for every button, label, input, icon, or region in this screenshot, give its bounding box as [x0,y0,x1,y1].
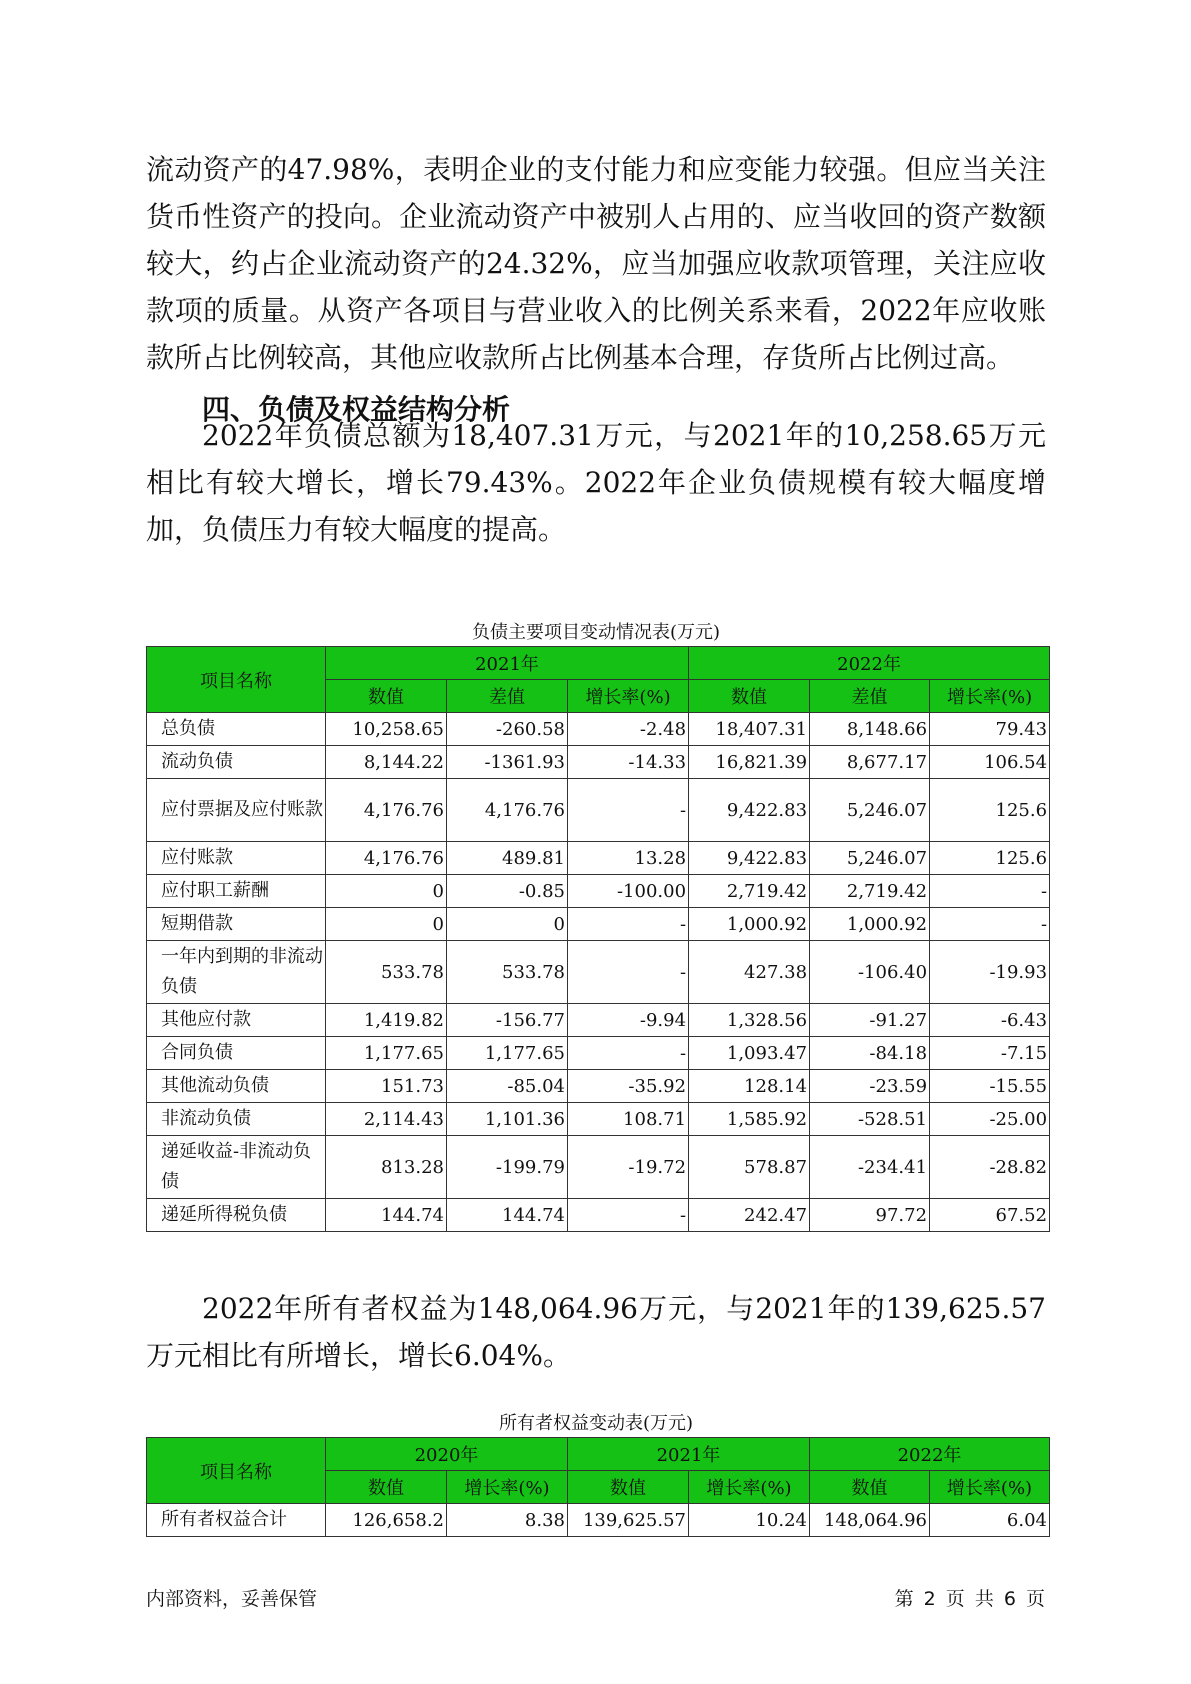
cell-diff-2021: -199.79 [447,1136,568,1199]
cell-rate-2022: -25.00 [930,1103,1050,1136]
cell-value-2021: 10,258.65 [326,713,447,746]
cell-rate-2022: -15.55 [930,1070,1050,1103]
cell-value-2022: 128.14 [689,1070,810,1103]
cell-rate-2022: 106.54 [930,746,1050,779]
header-rate: 增长率(%) [447,1471,568,1504]
cell-rate-2021: - [568,1199,689,1232]
table1-caption: 负债主要项目变动情况表(万元) [471,622,721,643]
header-value: 数值 [568,1471,689,1504]
table-row [147,1070,1050,1103]
section-heading: 四、负债及权益结构分析 [202,393,511,426]
row-label: 一年内到期的非流动负债 [147,941,326,1004]
liabilities-table [146,646,1050,1232]
cell-value-2021: 8,144.22 [326,746,447,779]
header-item-name: 项目名称 [147,647,326,713]
row-label: 应付票据及应付账款 [147,779,326,842]
cell-value-2022: 1,000.92 [689,908,810,941]
cell-value-2022: 1,093.47 [689,1037,810,1070]
table-row [147,842,1050,875]
row-label: 递延收益-非流动负债 [147,1136,326,1199]
cell-value-2022: 9,422.83 [689,779,810,842]
row-label: 合同负债 [147,1037,326,1070]
header-rate: 增长率(%) [689,1471,810,1504]
cell-rate-2022: -28.82 [930,1136,1050,1199]
cell-diff-2022: 5,246.07 [810,779,930,842]
cell-rate-2021: - [568,779,689,842]
table-row [147,1037,1050,1070]
cell-value-2021: 1,419.82 [326,1004,447,1037]
row-label: 应付账款 [147,842,326,875]
cell-value-2021: 151.73 [326,1070,447,1103]
cell-rate-2022: -19.93 [930,941,1050,1004]
table-row [147,1136,1050,1199]
cell-diff-2021: -1361.93 [447,746,568,779]
cell-value-2022: 578.87 [689,1136,810,1199]
table-row [147,875,1050,908]
table-row [147,713,1050,746]
cell-value-2022: 1,328.56 [689,1004,810,1037]
cell-value-2022: 9,422.83 [689,842,810,875]
row-label: 其他应付款 [147,1004,326,1037]
cell-value-2021: 4,176.76 [326,779,447,842]
cell-diff-2021: 1,177.65 [447,1037,568,1070]
cell-value-2021: 813.28 [326,1136,447,1199]
cell-value-2021: 533.78 [326,941,447,1004]
cell-value-2022: 427.38 [689,941,810,1004]
cell-diff-2021: -156.77 [447,1004,568,1037]
cell-diff-2021: 533.78 [447,941,568,1004]
cell-value-2021: 1,177.65 [326,1037,447,1070]
cell-rate-2022: 125.6 [930,779,1050,842]
table-row [147,941,1050,1004]
header-diff: 差值 [447,680,568,713]
cell-rate-2022: - [930,875,1050,908]
table-row [147,1199,1050,1232]
table-row [147,779,1050,842]
cell-diff-2022: -91.27 [810,1004,930,1037]
cell-diff-2022: 5,246.07 [810,842,930,875]
cell-diff-2021: 489.81 [447,842,568,875]
cell-value-2021: 144.74 [326,1199,447,1232]
cell-rate-2021: -2.48 [568,713,689,746]
equity-table [146,1437,1050,1537]
header-diff: 差值 [810,680,930,713]
cell-diff-2021: 144.74 [447,1199,568,1232]
row-label: 短期借款 [147,908,326,941]
cell-diff-2022: -84.18 [810,1037,930,1070]
cell-rate-2022: 6.04 [930,1504,1050,1537]
header-value: 数值 [810,1471,930,1504]
cell-diff-2022: 1,000.92 [810,908,930,941]
cell-rate-2020: 8.38 [447,1504,568,1537]
page-number: 第 2 页 共 6 页 [894,1588,1045,1610]
cell-diff-2021: -0.85 [447,875,568,908]
header-value: 数值 [326,1471,447,1504]
row-label: 非流动负债 [147,1103,326,1136]
row-label: 所有者权益合计 [147,1504,326,1537]
cell-rate-2021: -9.94 [568,1004,689,1037]
cell-rate-2022: 67.52 [930,1199,1050,1232]
cell-rate-2021: 10.24 [689,1504,810,1537]
cell-rate-2021: -35.92 [568,1070,689,1103]
cell-rate-2022: -7.15 [930,1037,1050,1070]
cell-value-2022: 2,719.42 [689,875,810,908]
cell-diff-2022: -23.59 [810,1070,930,1103]
row-label: 总负债 [147,713,326,746]
header-year-2021: 2021年 [326,647,689,680]
cell-value-2021: 2,114.43 [326,1103,447,1136]
table-row [147,908,1050,941]
cell-value-2022: 148,064.96 [810,1504,930,1537]
footer-confidential: 内部资料，妥善保管 [146,1588,318,1610]
cell-diff-2022: 8,148.66 [810,713,930,746]
cell-value-2021: 0 [326,908,447,941]
table-row [147,1004,1050,1037]
cell-value-2022: 18,407.31 [689,713,810,746]
header-rate: 增长率(%) [568,680,689,713]
row-label: 流动负债 [147,746,326,779]
cell-value-2022: 1,585.92 [689,1103,810,1136]
cell-diff-2022: 8,677.17 [810,746,930,779]
cell-value-2022: 16,821.39 [689,746,810,779]
row-label: 递延所得税负债 [147,1199,326,1232]
cell-value-2021: 139,625.57 [568,1504,689,1537]
cell-diff-2021: 1,101.36 [447,1103,568,1136]
cell-value-2021: 4,176.76 [326,842,447,875]
cell-rate-2021: - [568,1037,689,1070]
cell-rate-2022: - [930,908,1050,941]
table-row [147,746,1050,779]
header-item-name: 项目名称 [147,1438,326,1504]
header-year-2022: 2022年 [689,647,1050,680]
cell-rate-2021: 13.28 [568,842,689,875]
header-year-2022: 2022年 [810,1438,1050,1471]
cell-diff-2021: 4,176.76 [447,779,568,842]
cell-diff-2022: -234.41 [810,1136,930,1199]
paragraph-current-assets: 流动资产的47.98%，表明企业的支付能力和应变能力较强。但应当关注货币性资产的投向。企业流动资产中被别人占用的、应当收回的资产数额较大，约占企业流动资产的24.32%，应当加强应收款项管理，关注应收款项的质量。从资产各项目与营业收入的比例关系来看，2022年应收账款所占比例较高，其他应收款所占比例基本合理，存货所占比例过高。 [146,153,1046,374]
cell-rate-2021: -19.72 [568,1136,689,1199]
header-year-2020: 2020年 [326,1438,568,1471]
header-rate: 增长率(%) [930,680,1050,713]
cell-rate-2021: - [568,941,689,1004]
header-year-2021: 2021年 [568,1438,810,1471]
cell-diff-2021: 0 [447,908,568,941]
cell-rate-2021: 108.71 [568,1103,689,1136]
cell-rate-2021: -14.33 [568,746,689,779]
cell-diff-2022: -528.51 [810,1103,930,1136]
table2-caption: 所有者权益变动表(万元) [498,1413,694,1434]
row-label: 其他流动负债 [147,1070,326,1103]
paragraph-liabilities: 2022年负债总额为18,407.31万元，与2021年的10,258.65万元相比有较大增长，增长79.43%。2022年企业负债规模有较大幅度增加，负债压力有较大幅度的提高。 [146,419,1046,546]
cell-diff-2022: 97.72 [810,1199,930,1232]
cell-value-2020: 126,658.2 [326,1504,447,1537]
cell-rate-2022: 79.43 [930,713,1050,746]
cell-diff-2022: -106.40 [810,941,930,1004]
cell-rate-2021: - [568,908,689,941]
cell-value-2022: 242.47 [689,1199,810,1232]
cell-rate-2022: -6.43 [930,1004,1050,1037]
cell-rate-2021: -100.00 [568,875,689,908]
header-value: 数值 [326,680,447,713]
header-rate: 增长率(%) [930,1471,1050,1504]
paragraph-equity: 2022年所有者权益为148,064.96万元，与2021年的139,625.57万元相比有所增长，增长6.04%。 [146,1292,1046,1372]
cell-diff-2022: 2,719.42 [810,875,930,908]
table-row [147,1504,1050,1537]
cell-diff-2021: -260.58 [447,713,568,746]
cell-diff-2021: -85.04 [447,1070,568,1103]
header-value: 数值 [689,680,810,713]
table-row [147,1103,1050,1136]
cell-rate-2022: 125.6 [930,842,1050,875]
cell-value-2021: 0 [326,875,447,908]
row-label: 应付职工薪酬 [147,875,326,908]
